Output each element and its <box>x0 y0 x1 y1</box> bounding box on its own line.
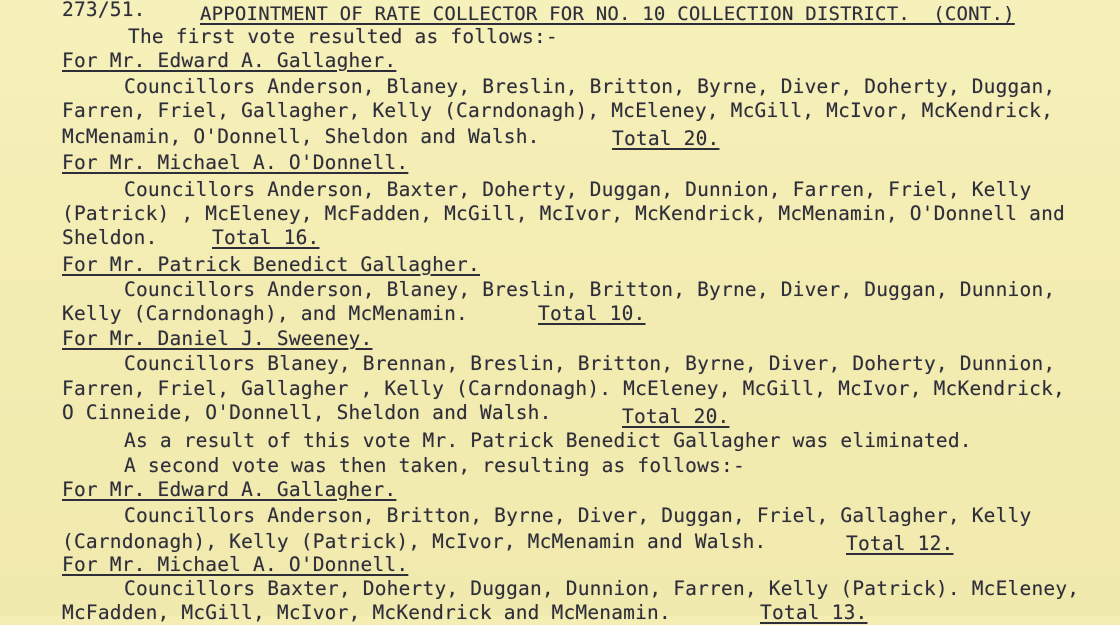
elimination-note: As a result of this vote Mr. Patrick Benedict Gallagher was eliminated. <box>124 429 972 452</box>
intro-first-vote: The first vote resulted as follows:- <box>128 25 558 48</box>
vote-total: Total 13. <box>760 601 868 624</box>
councillors-list-cont: Farren, Friel, Gallagher , Kelly (Carndonagh). McEleney, McGill, McIvor, McKendrick, <box>62 377 1065 400</box>
councillors-list: Councillors Anderson, Blaney, Breslin, Britton, Byrne, Diver, Doherty, Duggan, <box>124 75 1056 98</box>
councillors-list: Councillors Anderson, Blaney, Breslin, Britton, Byrne, Diver, Duggan, Dunnion, <box>124 278 1056 301</box>
candidate-heading: For Mr. Michael A. O'Donnell. <box>62 553 409 576</box>
minute-number: 273/51. <box>62 0 146 21</box>
intro-second-vote: A second vote was then taken, resulting as follows:- <box>124 454 745 477</box>
candidate-heading: For Mr. Edward A. Gallagher. <box>62 478 397 501</box>
vote-total: Total 20. <box>612 127 720 150</box>
councillors-list: Councillors Anderson, Britton, Byrne, Diver, Duggan, Friel, Gallagher, Kelly <box>124 504 1032 527</box>
councillors-list: Councillors Baxter, Doherty, Duggan, Dunnion, Farren, Kelly (Patrick). McEleney, <box>124 577 1080 600</box>
candidate-heading: For Mr. Patrick Benedict Gallagher. <box>62 253 480 276</box>
councillors-list-cont: McMenamin, O'Donnell, Sheldon and Walsh. <box>62 125 540 148</box>
councillors-list: Councillors Blaney, Brennan, Breslin, Britton, Byrne, Diver, Doherty, Dunnion, <box>124 352 1056 375</box>
candidate-heading: For Mr. Edward A. Gallagher. <box>62 49 397 72</box>
councillors-list-cont: (Patrick) , McEleney, McFadden, McGill, McIvor, McKendrick, McMenamin, O'Donnell and <box>62 202 1065 225</box>
councillors-list: Councillors Anderson, Baxter, Doherty, Duggan, Dunnion, Farren, Friel, Kelly <box>124 178 1032 201</box>
vote-total: Total 20. <box>622 405 730 428</box>
candidate-heading: For Mr. Michael A. O'Donnell. <box>62 151 409 174</box>
councillors-list-cont: Farren, Friel, Gallagher, Kelly (Carndonagh), McEleney, McGill, McIvor, McKendrick, <box>62 99 1054 122</box>
vote-total: Total 10. <box>538 302 646 325</box>
section-heading: APPOINTMENT OF RATE COLLECTOR FOR NO. 10 COLLECTION DISTRICT. (CONT.) <box>200 3 1015 25</box>
councillors-list-cont: (Carndonagh), Kelly (Patrick), McIvor, McMenamin and Walsh. <box>62 530 767 553</box>
councillors-list-cont: McFadden, McGill, McIvor, McKendrick and McMenamin. <box>62 601 671 624</box>
councillors-list-cont: Sheldon. <box>62 226 158 249</box>
vote-total: Total 12. <box>846 532 954 555</box>
vote-total: Total 16. <box>212 226 320 249</box>
candidate-heading: For Mr. Daniel J. Sweeney. <box>62 327 373 350</box>
councillors-list-cont: Kelly (Carndonagh), and McMenamin. <box>62 302 468 325</box>
councillors-list-cont: O Cinneide, O'Donnell, Sheldon and Walsh. <box>62 401 552 424</box>
